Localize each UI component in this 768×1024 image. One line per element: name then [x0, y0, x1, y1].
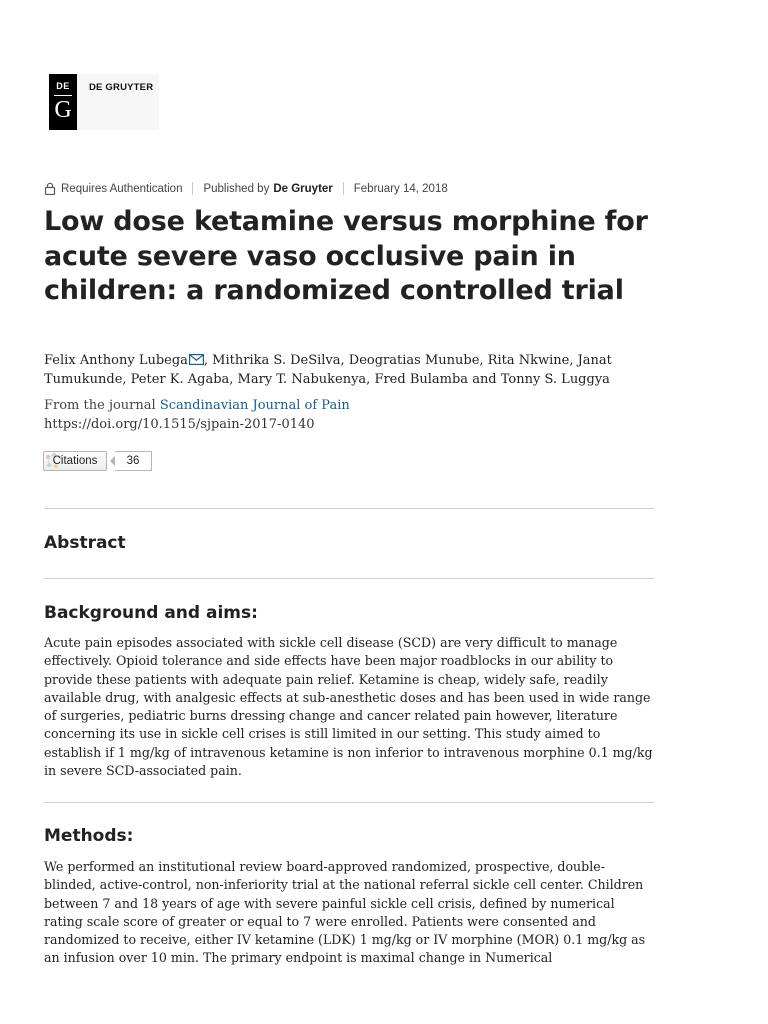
- author-list: [44, 352, 644, 389]
- logo-mark: [49, 74, 77, 130]
- publisher-logo[interactable]: [49, 74, 159, 130]
- article-meta: [44, 182, 448, 195]
- methods-heading: Methods:: [44, 826, 134, 846]
- methods-text: We performed an institutional review board-approved randomized, prospective, double-blinded, active-control, non-inferiority trial at the national referral sickle cell center. Children between 7 and 18 years of age with severe painful sickle cell crisis, defined by numerical rating scale score of greater or equal to 7 were enrolled. Patients were consented and randomized to receive, either IV ketamine (LDK) 1 mg/kg or IV morphine (MOR) 0.1 mg/kg as an infusion over 10 min. The primary endpoint is maximal change in Numerical: [44, 859, 646, 966]
- logo-name: DE GRUYTER: [89, 82, 154, 93]
- section-divider: [44, 802, 654, 803]
- logo-mark-top: DE: [56, 81, 70, 91]
- logo-mark-letter: G: [54, 97, 72, 123]
- mail-icon[interactable]: [189, 354, 204, 365]
- citations-count: 36: [115, 451, 152, 471]
- co-authors: , Mithrika S. DeSilva, Deogratias Munube, Rita Nkwine, Janat Tumukunde, Peter K. Agaba, Mary T. Nabukenya, Fred Bulamba and Tonny S. Luggya: [44, 353, 612, 387]
- background-heading: Background and aims:: [44, 603, 258, 623]
- journal-prefix: From the journal: [44, 398, 156, 413]
- article-title: Low dose ketamine versus morphine for acute severe vaso occlusive pain in children: a randomized controlled trial: [44, 206, 648, 306]
- publish-date: February 14, 2018: [353, 182, 448, 195]
- citations-badge[interactable]: [43, 451, 152, 471]
- published-by-label: Published by: [203, 182, 270, 195]
- journal-line: [44, 397, 350, 415]
- meta-divider: [192, 182, 193, 195]
- section-divider: [44, 578, 654, 579]
- section-divider: [44, 508, 654, 509]
- citations-button[interactable]: [43, 451, 107, 471]
- meta-divider: [343, 182, 344, 195]
- access-status: Requires Authentication: [61, 182, 183, 195]
- journal-link[interactable]: Scandinavian Journal of Pain: [159, 398, 350, 413]
- publisher-link[interactable]: De Gruyter: [273, 182, 333, 195]
- corresponding-author[interactable]: Felix Anthony Lubega: [44, 353, 188, 368]
- abstract-heading: Abstract: [44, 533, 126, 553]
- doi-link[interactable]: https://doi.org/10.1515/sjpain-2017-0140: [44, 417, 315, 432]
- citations-label: Citations: [52, 455, 98, 467]
- background-text: Acute pain episodes associated with sickle cell disease (SCD) are very difficult to manage effectively. Opioid tolerance and side effects have been major roadblocks in our ability to provide these patients with adequate pain relief. Ketamine is cheap, widely safe, readily available drug, with analgesic effects at sub-anesthetic doses and has been used in wide range of surgeries, pediatric burns dressing change and cancer related pain however, literature concerning its use in sickle cell crises is still limited in our setting. This study aimed to establish if 1 mg/kg of intravenous ketamine is non inferior to intravenous morphine 0.1 mg/kg in severe SCD-associated pain.: [44, 635, 653, 779]
- lock-icon: [44, 182, 56, 195]
